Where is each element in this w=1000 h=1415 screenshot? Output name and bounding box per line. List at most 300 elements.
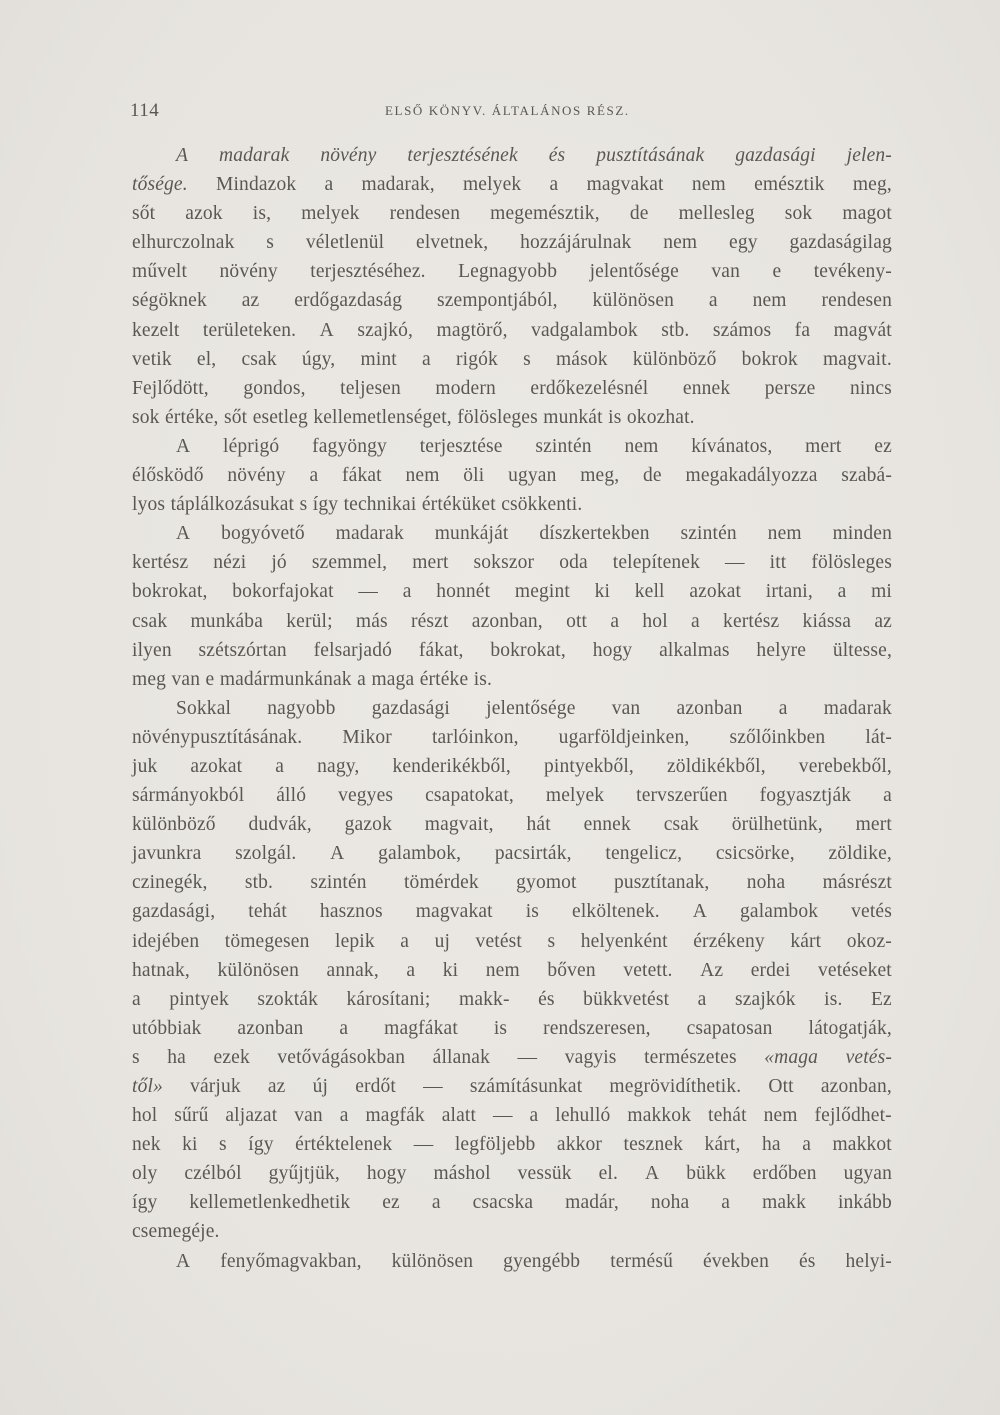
word: azonban, (820, 1076, 892, 1097)
text-line (132, 1130, 892, 1159)
word: okoz- (846, 930, 892, 952)
word: rigók (455, 348, 498, 370)
word: az (874, 610, 892, 632)
word: helyi- (845, 1250, 892, 1272)
word: rendszeresen, (543, 1017, 651, 1039)
word: zöldike, (828, 843, 892, 865)
word: s (219, 1134, 227, 1156)
word: fákat, (418, 639, 464, 661)
word: rendesen (821, 290, 892, 312)
word: nem (763, 1105, 798, 1127)
word: csak (132, 610, 168, 632)
word: de (643, 465, 662, 487)
word: úgy, (301, 348, 336, 370)
word: léprigó (223, 435, 280, 457)
word: vetővágásokban (277, 1046, 406, 1068)
word: esetleg (252, 406, 308, 428)
word: hogy (366, 1163, 407, 1185)
word: különböző (132, 814, 216, 836)
word: fagyöngy (312, 435, 387, 457)
word: fákat (342, 465, 382, 487)
word: egy (729, 232, 758, 254)
word: kellemetlenséget, (313, 406, 452, 428)
word: nek (132, 1134, 161, 1156)
word: madármunkának (219, 668, 352, 690)
word: szajkó, (357, 319, 414, 341)
word: kenderikékből, (392, 755, 511, 777)
word: inkább (837, 1192, 892, 1214)
word: van (294, 1105, 323, 1127)
text-line (132, 956, 892, 985)
word: szőlőinkben (729, 726, 826, 748)
word: megrövidíthetik. (609, 1076, 742, 1097)
word: verebekből, (798, 755, 892, 777)
word: uj (434, 930, 451, 952)
word: mellesleg (678, 203, 755, 225)
text-line (132, 257, 892, 286)
running-head (130, 100, 892, 124)
word: így (312, 494, 339, 516)
word: és (548, 145, 566, 166)
word: kertész (723, 610, 780, 632)
word: is, (252, 203, 272, 225)
word: persze (764, 377, 816, 399)
page-number: 114 (130, 100, 160, 121)
word: Mikor (342, 726, 392, 748)
word: munkát (543, 406, 603, 428)
word: csökkenti. (501, 494, 583, 516)
word: ez (874, 435, 892, 457)
word: terjesztése (419, 435, 503, 457)
word: bükkvetést (583, 988, 670, 1010)
word: tevékeny- (813, 261, 892, 283)
word: Fejlődött, (132, 377, 209, 399)
word: jó (271, 552, 287, 574)
word: teljesen (340, 377, 401, 399)
text-line (132, 170, 892, 199)
word: ez (382, 1192, 400, 1214)
word: a (778, 697, 788, 719)
word: makk (762, 1192, 806, 1214)
word: ugyan (508, 465, 557, 487)
text-line (132, 316, 892, 345)
word: számos (712, 319, 772, 341)
word: csapatokat, (425, 785, 514, 807)
text-line (132, 1247, 892, 1276)
word: mert (412, 552, 449, 574)
word: — (423, 1076, 443, 1097)
text-line (132, 694, 892, 723)
word: sőt (224, 406, 248, 428)
word: mások (555, 348, 608, 370)
word: nem (752, 290, 787, 312)
word: különösen (592, 290, 675, 312)
word: sokszor (473, 552, 535, 574)
word: tömérdek (403, 872, 479, 894)
word: ki (594, 581, 611, 603)
text-line (132, 839, 892, 868)
word: czélból (184, 1163, 242, 1185)
text-line (132, 519, 892, 548)
word: honnét (436, 581, 491, 603)
word: a (883, 785, 892, 807)
word: itt (769, 552, 787, 574)
word: fölösleges (811, 552, 892, 574)
word: gyengébb (503, 1250, 581, 1272)
word: örülhetünk, (731, 814, 823, 836)
word: részt (410, 610, 449, 632)
word: vetik (132, 348, 172, 370)
word: szajkók (735, 988, 796, 1010)
word: A (176, 1250, 191, 1272)
word: várjuk (190, 1076, 241, 1097)
word: emésztik (754, 174, 825, 196)
word: lyos (132, 494, 166, 516)
text-line (132, 1043, 892, 1072)
word: galambok, (378, 843, 462, 865)
word: az (267, 1076, 286, 1097)
word: el. (598, 1163, 619, 1185)
word: növény (227, 465, 286, 487)
word: sok (784, 203, 813, 225)
word: magvait, (424, 814, 494, 836)
word: e (772, 261, 782, 283)
word: növény (219, 261, 278, 283)
word: pintyekből, (544, 755, 634, 777)
text-line (132, 548, 892, 577)
word: noha (746, 872, 786, 894)
word: minden (832, 523, 892, 545)
word: Mindazok (215, 174, 297, 196)
word: magot (842, 203, 892, 225)
word: vegyes (338, 785, 394, 807)
word: pintyek (169, 988, 229, 1010)
word: megint (514, 581, 570, 603)
word: gazdasági (735, 145, 816, 166)
word: annak, (326, 959, 379, 981)
word: s (299, 494, 308, 516)
word: bokrok (741, 348, 798, 370)
text-line (132, 374, 892, 403)
word: ültesse, (832, 639, 892, 661)
word: erdőben (752, 1163, 817, 1185)
word: kellemetlenkedhetik (189, 1192, 351, 1214)
word: bokorfajokat (232, 581, 334, 603)
word: nagy, (317, 755, 360, 777)
word: álló (276, 785, 307, 807)
word: van (711, 261, 740, 283)
word: a (691, 610, 700, 632)
word: bükk (686, 1163, 726, 1185)
word: a (422, 348, 431, 370)
word: művelt (132, 261, 188, 283)
word: meg (132, 668, 167, 690)
word: A (330, 843, 345, 865)
word: fölösleges (457, 406, 538, 428)
word: okozhat. (626, 406, 695, 428)
word: oda (559, 552, 588, 574)
word: ennek (682, 377, 731, 399)
word: megakadályozza (685, 465, 818, 487)
word: azok (185, 203, 223, 225)
text-line (132, 607, 892, 636)
text-line (132, 781, 892, 810)
word: e (205, 668, 215, 690)
word: jelen- (846, 145, 892, 166)
word: erdőkezelésnél (530, 377, 649, 399)
word: azonban (676, 697, 743, 719)
body-text (132, 141, 892, 1276)
word: melyek (545, 785, 605, 807)
word: azokat (190, 755, 243, 777)
word: vetés (851, 901, 892, 923)
word: élősködő (132, 465, 204, 487)
word: csak (663, 814, 699, 836)
word: új (312, 1076, 329, 1097)
word: szabá- (841, 465, 892, 487)
word: hasznos (319, 901, 383, 923)
word: csapatosan (686, 1017, 773, 1039)
word: kell (634, 581, 665, 603)
word: magvát (833, 319, 892, 341)
word: gyűjtjük, (268, 1163, 340, 1185)
text-line (132, 461, 892, 490)
text-line (132, 897, 892, 926)
text-line (132, 286, 892, 315)
word: vetést (475, 930, 522, 952)
word: A (176, 523, 191, 545)
word: hogy (592, 639, 633, 661)
word: állanak (432, 1046, 491, 1068)
word: szempontjából, (436, 290, 558, 312)
word: telepítenek (612, 552, 700, 574)
word: termésű (610, 1250, 673, 1272)
word: is (608, 406, 622, 428)
word: máshol (433, 1163, 491, 1185)
word: pacsirták, (494, 843, 572, 865)
word: gazok (344, 814, 392, 836)
word: fa (794, 319, 811, 341)
word: is. (824, 988, 843, 1010)
word: tervszerűen (636, 785, 728, 807)
word: a (708, 290, 718, 312)
word: értéktelenek (295, 1134, 393, 1156)
word: terjesztéséhez. (310, 261, 426, 283)
word: csak (241, 348, 277, 370)
word: így (132, 1192, 158, 1214)
word: kiássa (802, 610, 852, 632)
word: nem (767, 523, 802, 545)
word: maga (371, 668, 415, 690)
word: javunkra (132, 843, 202, 865)
word: Ott (768, 1076, 794, 1097)
word: gyomot (516, 872, 577, 894)
word: vadgalambok (531, 319, 638, 341)
word: madarak (219, 145, 290, 166)
word: növénypusztításának. (132, 726, 303, 748)
text-line (132, 665, 892, 694)
word: makkot (832, 1134, 892, 1156)
word: A (692, 901, 708, 923)
running-head-title: ELSŐ KÖNYV. ÁLTALÁNOS RÉSZ. (385, 103, 630, 118)
word: elhurczolnak (132, 232, 235, 254)
word: gazdasági, (132, 901, 216, 923)
word: a (309, 465, 319, 487)
word: a (837, 581, 847, 603)
word: Az (700, 959, 724, 981)
word: nem (485, 959, 520, 981)
word: az (241, 290, 260, 312)
word: csacska (472, 1192, 534, 1214)
word: mi (871, 581, 892, 603)
word: a (339, 1105, 349, 1127)
word: vetett. (623, 959, 673, 981)
word: a (357, 668, 366, 690)
text-line (132, 199, 892, 228)
word: magfák (365, 1105, 425, 1127)
word: melyek (301, 203, 360, 225)
word: szemmel, (311, 552, 388, 574)
word: hozzájárulnak (520, 232, 632, 254)
text-line (132, 403, 892, 432)
word: s (132, 1046, 140, 1068)
word: erdőt (355, 1076, 397, 1097)
word: bőven (547, 959, 596, 981)
word: másrészt (822, 872, 892, 894)
word: rendesen (389, 203, 461, 225)
word: nincs (849, 377, 892, 399)
word: fogyasztják (759, 785, 852, 807)
word: így (248, 1134, 274, 1156)
text-line (132, 1188, 892, 1217)
word: de (629, 203, 649, 225)
word: tömegesen (224, 930, 310, 952)
word: erdei (750, 959, 791, 981)
text-line (132, 1101, 892, 1130)
word: madarak (823, 697, 892, 719)
word: helyenként (580, 930, 668, 952)
word: — (517, 1046, 538, 1068)
word: különböző (632, 348, 717, 370)
word: területeken. (202, 319, 297, 341)
word: jelentősége (486, 697, 576, 719)
word: a (529, 1105, 539, 1127)
word: is (493, 1017, 508, 1039)
word: értéke (419, 668, 469, 690)
word: fejlődhet- (814, 1105, 892, 1127)
word: számításunkat (469, 1076, 583, 1097)
word: hatnak, (132, 959, 190, 981)
word: mint (360, 348, 397, 370)
word: «maga (764, 1046, 819, 1068)
word: a (324, 174, 334, 196)
word: czinegék, (132, 872, 208, 894)
word: noha (650, 1192, 690, 1214)
word: erdőgazdaság (294, 290, 403, 312)
word: vagyis (564, 1046, 617, 1068)
word: a (721, 1192, 731, 1214)
word: sok (132, 406, 160, 428)
word: makk- (459, 988, 510, 1010)
word: kezelt (132, 319, 180, 341)
word: években (702, 1250, 769, 1272)
word: elvetnek, (416, 232, 489, 254)
text-line (132, 1072, 892, 1101)
word: technikai (343, 494, 417, 516)
text-line (132, 1014, 892, 1043)
word: sűrű (174, 1105, 209, 1127)
word: és (798, 1250, 816, 1272)
word: gondos, (243, 377, 306, 399)
word: s (266, 232, 275, 254)
word: lepik (335, 930, 375, 952)
word: tehát (708, 1105, 747, 1127)
word: alatt (441, 1105, 477, 1127)
word: munkába (190, 610, 264, 632)
word: öli (463, 465, 485, 487)
word: ennek (583, 814, 631, 836)
word: mert (805, 435, 842, 457)
word: csemegéje. (132, 1221, 220, 1243)
word: a (549, 174, 559, 196)
word: ha (761, 1134, 781, 1156)
word: bokrokat, (490, 639, 566, 661)
word: Sokkal (176, 697, 232, 719)
word: a (610, 610, 620, 632)
word: meg, (580, 465, 620, 487)
word: a (697, 988, 707, 1010)
word: csicsörke, (715, 843, 795, 865)
word: sőt (132, 203, 156, 225)
word: el, (196, 348, 217, 370)
text-line (132, 985, 892, 1014)
word: a (132, 988, 141, 1010)
word: kárt, (704, 1134, 741, 1156)
word: magtörő, (436, 319, 508, 341)
word: nézi (213, 552, 247, 574)
word: idejében (132, 930, 200, 952)
word: szintén (535, 435, 592, 457)
word: kerül; (286, 610, 333, 632)
word: bokrokat, (132, 581, 208, 603)
word: magvakat (415, 901, 493, 923)
word: ségöknek (132, 290, 207, 312)
word: gazdasági (371, 697, 450, 719)
word: szolgál. (235, 843, 297, 865)
word: — (358, 581, 379, 603)
word: szokták (257, 988, 319, 1010)
word: károsítani; (346, 988, 431, 1010)
word: ha (167, 1046, 186, 1068)
text-line (132, 723, 892, 752)
word: van (611, 697, 641, 719)
word: makkok (627, 1105, 692, 1127)
word: a (402, 581, 412, 603)
word: mert (855, 814, 892, 836)
word: jelentősége (589, 261, 679, 283)
word: tarlóinkon, (431, 726, 519, 748)
word: kárt (790, 930, 822, 952)
word: természetes (644, 1046, 737, 1068)
word: érzékeny (693, 930, 765, 952)
word: nem (691, 174, 726, 196)
word: hát (526, 814, 551, 836)
word: tehát (248, 901, 287, 923)
word: Ez (871, 988, 892, 1010)
text-line (132, 636, 892, 665)
text-line (132, 345, 892, 374)
word: melyek (462, 174, 522, 196)
